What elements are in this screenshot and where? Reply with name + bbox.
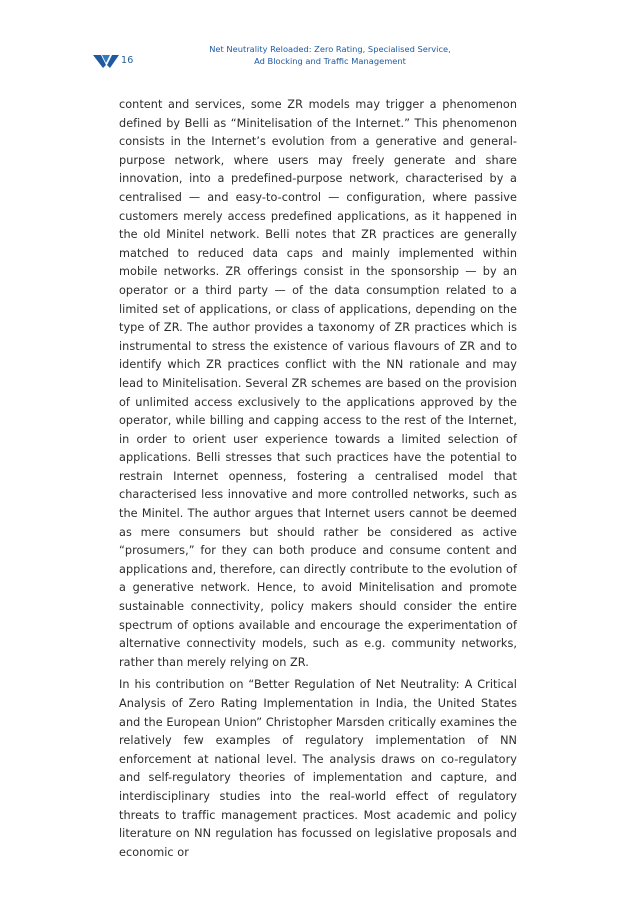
paragraph: content and services, some ZR models may trigger a phenomenon defined by Belli as “Minitelisation of the Internet.” This phenomenon consists in the Internet’s evolution from a generative and general-purpose network, where users may freely generate and share innovation, into a predefined-purpose network, characterised by a centralised — and easy-to-control — configuration, where passive customers merely access predefined applications, as it happened in the old Minitel network. Belli notes that ZR practices are generally matched to reduced data caps and mainly implemented within mobile networks. ZR offerings consist in the sponsorship — by an operator or a third party — of the data consumption related to a limited set of applications, or class of applications, depending on the type of ZR. The author provides a taxonomy of ZR practices which is instrumental to stress the existence of various flavours of ZR and to identify which ZR practices conflict with the NN rationale and may lead to Minitelisation. Several ZR schemes are based on the provision of unlimited access exclusively to the applications approved by the operator, while billing and capping access to the rest of the Internet, in order to orient user experience towards a limited selection of applications. Belli stresses that such practices have the potential to restrain Internet openness, fostering a centralised model that characterised less innovative and more controlled networks, such as the Minitel. The author argues that Internet users cannot be deemed as mere consumers but should rather be considered as active “prosumers,” for they can both produce and consume content and applications and, therefore, can directly contribute to the evolution of a generative network. Hence, to avoid Minitelisation and promote sustainable connectivity, policy makers should consider the entire spectrum of options available and encourage the experimentation of alternative connectivity models, such as e.g. community networks, rather than merely relying on ZR. (119, 98, 517, 669)
paragraph: In his contribution on “Better Regulation of Net Neutrality: A Critical Analysis of Zero Rating Implementation in India, the United States and the European Union” Christopher Marsden critically examines the relatively few examples of regulatory implementation of NN enforcement at national level. The analysis draws on co-regulatory and self-regulatory theories of implementation and capture, and interdisciplinary studies into the real-world effect of regulatory threats to traffic management practices. Most academic and policy literature on NN regulation has focussed on legislative proposals and economic or (119, 678, 517, 859)
running-title-line-1: Net Neutrality Reloaded: Zero Rating, Specialised Service, (209, 44, 451, 54)
page-header (0, 0, 638, 80)
publisher-logo-icon (93, 54, 119, 68)
body-text (119, 96, 517, 862)
running-title-line-2: Ad Blocking and Traffic Management (254, 55, 406, 66)
running-title (180, 44, 480, 67)
page-number: 16 (121, 55, 134, 66)
